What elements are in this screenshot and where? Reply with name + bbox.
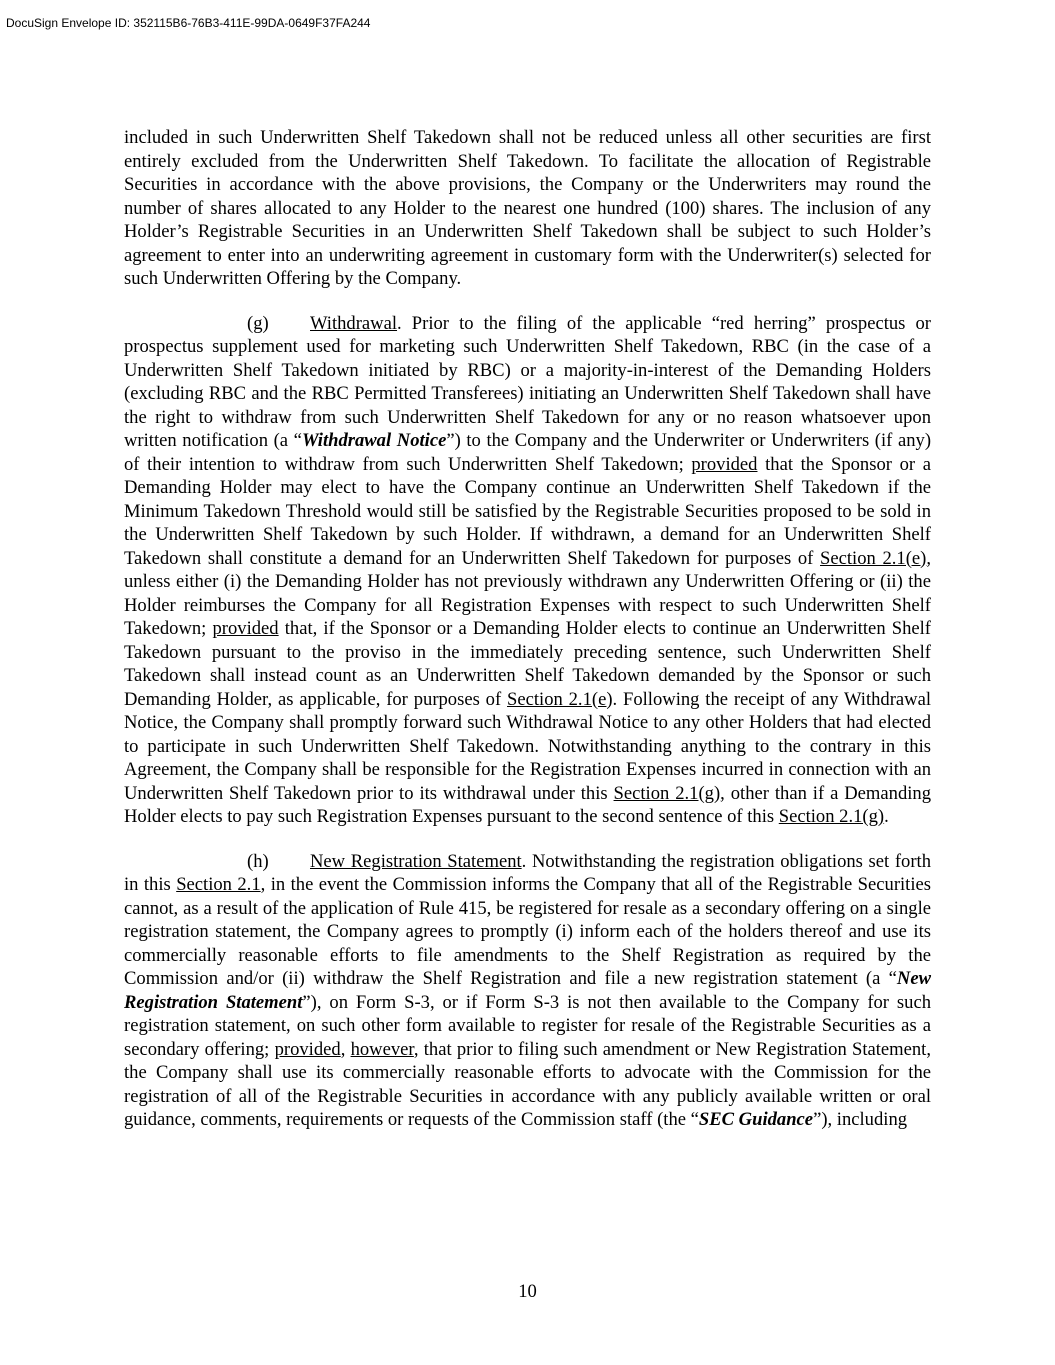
paragraph-g-withdrawal: (g) Withdrawal. Prior to the filing of the applicable “red herring” prospectus or prospectus supplement used for marketing such Underwritten Shelf Takedown, RBC (in the case of a Underwritten Shelf Takedown initiated by RBC) or a majority-in-interest of the Demanding Holders (excluding RBC and the RBC Permitted Transferees) initiating an Underwritten Shelf Takedown shall have the right to withdraw from such Underwritten Shelf Takedown for any or no reason whatsoever upon written notification (a “Withdrawal Notice”) to the Company and the Underwriter or Underwriters (if any) of their intention to withdraw from such Underwritten Shelf Takedown; provided that the Sponsor or a Demanding Holder may elect to have the Company continue an Underwritten Shelf Takedown if the Minimum Takedown Threshold would still be satisfied by the Registrable Securities proposed to be sold in the Underwritten Shelf Takedown by such Holder. If withdrawn, a demand for an Underwritten Shelf Takedown shall constitute a demand for an Underwritten Shelf Takedown for purposes of Section 2.1(e), unless either (i) the Demanding Holder has not previously withdrawn any Underwritten Offering or (ii) the Holder reimburses the Company for all Registration Expenses with respect to such Underwritten Shelf Takedown; provided that, if the Sponsor or a Demanding Holder elects to continue an Underwritten Shelf Takedown pursuant to the proviso in the immediately preceding sentence, such Underwritten Shelf Takedown shall instead count as an Underwritten Shelf Takedown demanded by the Sponsor or such Demanding Holder, as applicable, for purposes of Section 2.1(e). Following the receipt of any Withdrawal Notice, the Company shall promptly forward such Withdrawal Notice to any other Holders that had elected to participate in such Underwritten Shelf Takedown. Notwithstanding anything to the contrary in this Agreement, the Company shall be responsible for the Registration Expenses incurred in connection with an Underwritten Shelf Takedown prior to its withdrawal under this Section 2.1(g), other than if a Demanding Holder elects to pay such Registration Expenses pursuant to the second sentence of this Section 2.1(g). [124,312,932,827]
proviso: however [350,1038,414,1060]
section-reference: Section 2.1(g) [613,782,721,804]
docusign-envelope-id: DocuSign Envelope ID: 352115B6-76B3-411E-99DA-0649F37FA244 [6,16,371,30]
defined-term: New Registration Statement [124,968,931,1013]
section-reference: Section 2.1(e) [820,547,927,569]
proviso: provided [274,1038,341,1060]
paragraph-h-new-registration-statement: (h) New Registration Statement. Notwithstanding the registration obligations set forth in this Section 2.1, in the event the Commission informs the Company that all of the Registrable Securities cannot, as a result of the application of Rule 415, be registered for resale as a secondary offering on a single registration statement, the Company agrees to promptly (i) inform each of the holders thereof and use its commercially reasonable efforts to file amendments to the Shelf Registration as required by the Commission and/or (ii) withdraw the Shelf Registration and file a new registration statement (a “New Registration Statement”), on Form S-3, or if Form S-3 is not then available to the Company for such registration statement, on such other form available to register for resale of the Registrable Securities as a secondary offering; provided, however, that prior to filing such amendment or New Registration Statement, the Company shall use its commercially reasonable efforts to advocate with the Commission for the registration of all of the Registrable Securities in accordance with any publicly available written or oral guidance, comments, requirements or requests of the Commission staff (the “SEC Guidance”), including [124,850,931,1130]
defined-term: Withdrawal Notice [301,430,447,451]
section-number: (h) [247,850,269,872]
section-number: (g) [247,312,269,334]
defined-term: SEC Guidance [698,1109,814,1130]
document-body [124,126,931,1132]
section-reference: Section 2.1(e) [507,688,613,710]
section-reference: Section 2.1(g) [778,806,885,827]
proviso: provided [691,453,758,475]
page-number: 10 [518,1281,537,1302]
paragraph-f-continuation: included in such Underwritten Shelf Takedown shall not be reduced unless all other securities are first entirely excluded from the Underwritten Shelf Takedown. To facilitate the allocation of Registrable Securities in accordance with the above provisions, the Company or the Underwriters may round the number of shares allocated to any Holder to the nearest one hundred (100) shares. The inclusion of any Holder’s Registrable Securities in an Underwritten Shelf Takedown shall be subject to such Holder’s agreement to enter into an underwriting agreement in customary form with the Underwriter(s) selected for such Underwritten Offering by the Company. [124,127,931,289]
section-reference: Section 2.1 [176,874,261,895]
proviso: provided [212,618,279,639]
section-heading: Withdrawal [310,312,398,334]
section-heading: New Registration Statement [310,850,522,872]
